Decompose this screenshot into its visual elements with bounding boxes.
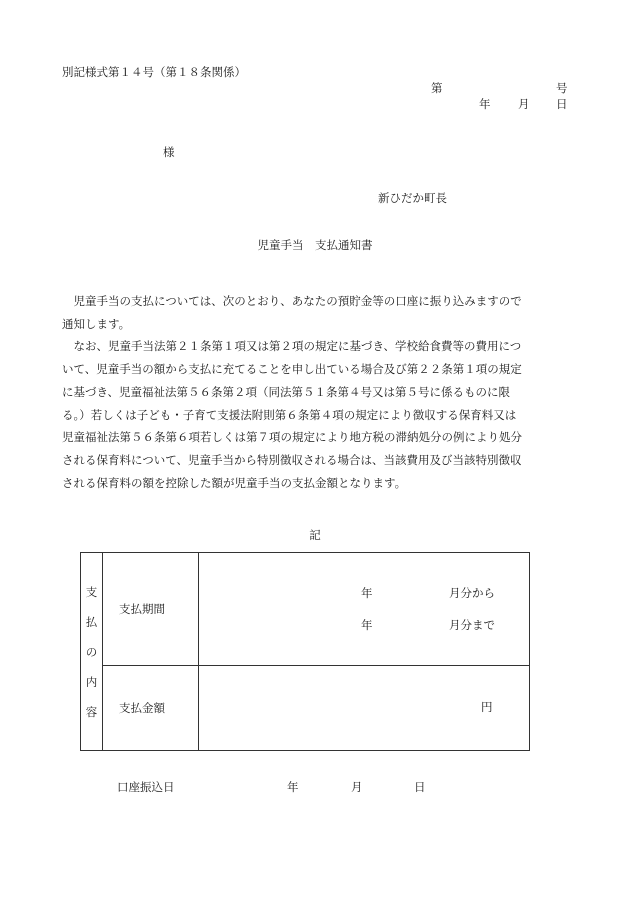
payment-amount-value (199, 666, 530, 751)
issue-date-year: 年 (479, 97, 491, 111)
side-label-char: 払 (85, 614, 98, 629)
body-line: される保育料の額を控除した額が児童手当の支払金額となります。 (62, 475, 407, 490)
issue-date-day: 日 (556, 97, 568, 111)
document-number-suffix: 号 (556, 81, 568, 95)
payment-contents-side-label (81, 553, 103, 751)
body-line: 児童福祉法第５６条第６項若しくは第７項の規定により地方税の滞納処分の例により処分 (62, 430, 522, 445)
document-number-label: 第 (431, 81, 443, 95)
body-line: 児童手当の支払については、次のとおり、あなたの預貯金等の口座に振り込みますので (62, 294, 522, 308)
side-label-char: 支 (85, 584, 98, 599)
side-label-char: 容 (85, 704, 98, 719)
amount-unit-yen: 円 (481, 700, 493, 714)
document-title: 児童手当 支払通知書 (257, 238, 373, 252)
sender-name: 新ひだか町長 (378, 191, 447, 205)
transfer-date-year: 年 (287, 780, 299, 794)
body-line: る。）若しくは子ども・子育て支援法附則第６条第４項の規定により徴収する保育料又は (62, 407, 517, 422)
body-line: される保育料について、児童手当から特別徴収される場合は、当該費用及び当該特別徴収 (62, 452, 522, 467)
body-line: いて、児童手当の額から支払に充てることを申し出ている場合及び第２２条第１項の規定 (62, 362, 522, 377)
body-line: 通知します。 (62, 316, 131, 331)
form-reference: 別記様式第１４号（第１８条関係） (62, 65, 246, 79)
addressee-honorific: 様 (163, 145, 175, 159)
side-label-char: の (85, 644, 98, 659)
period-to-month: 月分まで (449, 618, 495, 632)
payment-period-value (199, 553, 530, 666)
transfer-date-day: 日 (414, 780, 426, 794)
period-from-year: 年 (361, 586, 373, 600)
body-line: に基づき、児童福祉法第５６条第２項（同法第５１条第４号又は第５号に係るものに限 (62, 384, 511, 399)
ki-heading: 記 (309, 528, 321, 542)
side-label-char: 内 (85, 674, 98, 689)
issue-date-month: 月 (518, 97, 530, 111)
transfer-date-label: 口座振込日 (117, 780, 175, 794)
transfer-date-month: 月 (351, 780, 363, 794)
payment-details-table (80, 552, 530, 751)
period-to-year: 年 (361, 618, 373, 632)
body-paragraphs (62, 290, 574, 494)
payment-period-label: 支払期間 (103, 553, 199, 666)
body-line: なお、児童手当法第２１条第１項又は第２項の規定に基づき、学校給食費等の費用につ (62, 339, 522, 354)
payment-amount-label: 支払金額 (103, 666, 199, 751)
period-from-month: 月分から (449, 586, 495, 600)
